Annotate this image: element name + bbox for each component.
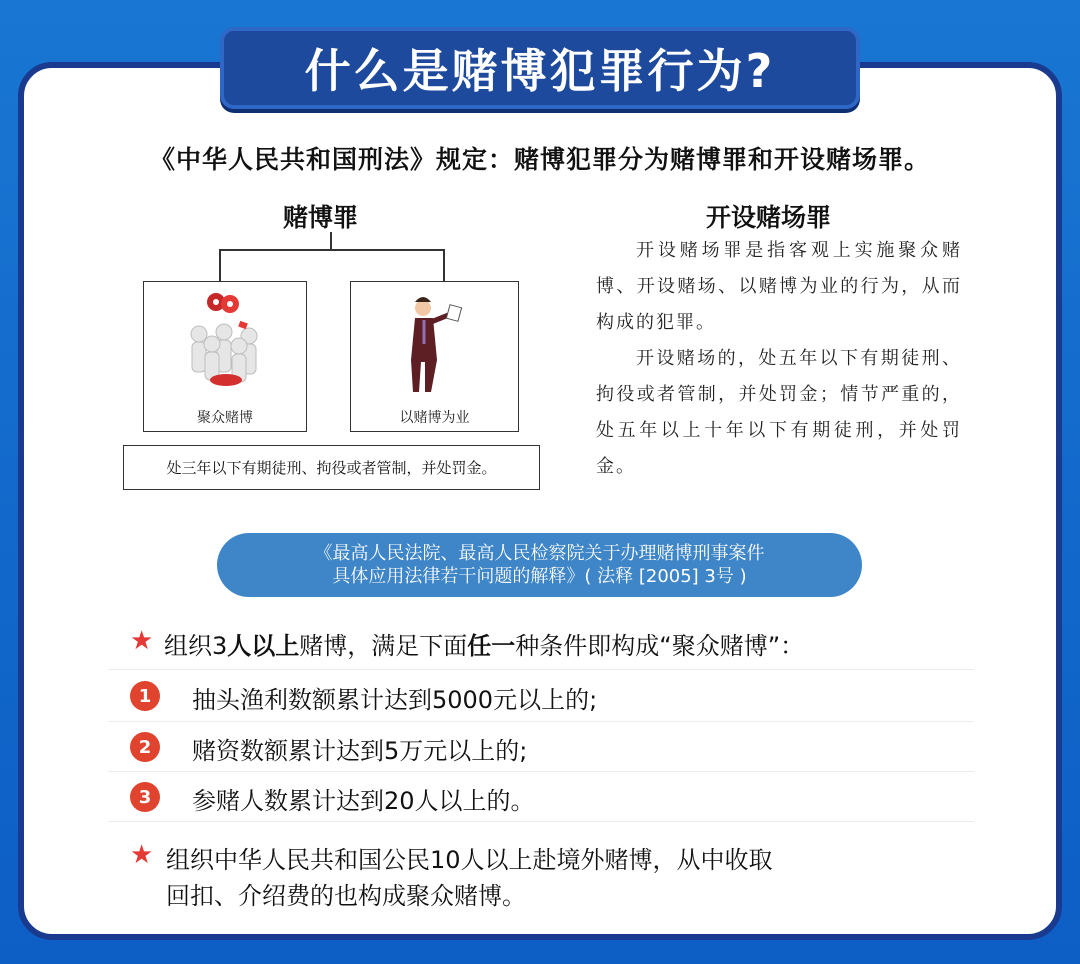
- abroad-line-2: 回扣、介绍费的也构成聚众赌博。: [166, 882, 526, 910]
- condition-text: 赌资数额累计达到5万元以上的;: [192, 737, 528, 765]
- casino-crime-penalty: 开设赌场的，处五年以下有期徒刑、拘役或者管制，并处罚金；情节严重的，处五年以上十年以下有期徒刑，并处罚金。: [596, 348, 962, 477]
- tree-right-leg: [443, 249, 445, 282]
- page-title: 什么是赌博犯罪行为?: [220, 27, 860, 109]
- list-item: [108, 670, 974, 722]
- gambler-man-illustration: [351, 282, 516, 397]
- number-badge: 2: [130, 732, 160, 762]
- tree-stem: [330, 232, 332, 250]
- casino-crime-title: 开设赌场罪: [706, 203, 832, 232]
- gambling-penalty: 处三年以下有期徒刑、拘役或者管制，并处罚金。: [123, 445, 540, 490]
- casino-crime-definition: 开设赌场罪是指客观上实施聚众赌博、开设赌场、以赌博为业的行为，从而构成的犯罪。: [596, 240, 962, 333]
- gambling-profession-box: [350, 281, 519, 432]
- list-item: [108, 722, 974, 772]
- judicial-interpretation-source: [217, 533, 862, 597]
- list-item: [108, 772, 974, 822]
- tree-left-leg: [219, 249, 221, 282]
- gambling-crowd-label: 聚众赌博: [197, 410, 253, 426]
- conditions-intro: 组织3人以上赌博，满足下面任一种条件即构成“聚众赌博”：: [164, 632, 805, 660]
- star-icon: ★: [130, 840, 154, 870]
- people-gambling-illustration: [144, 282, 304, 397]
- condition-text: 抽头渔利数额累计达到5000元以上的;: [192, 686, 598, 714]
- gambling-profession-label: 以赌博为业: [399, 410, 470, 426]
- star-icon: ★: [130, 626, 154, 656]
- gambling-crime-title: 赌博罪: [283, 203, 359, 232]
- number-badge: 3: [130, 782, 160, 812]
- gambling-crowd-box: [143, 281, 307, 432]
- tree-branch: [219, 249, 444, 251]
- condition-text: 参赌人数累计达到20人以上的。: [192, 787, 535, 815]
- list-item: [108, 822, 974, 910]
- abroad-line-1: 组织中华人民共和国公民10人以上赴境外赌博，从中收取: [166, 846, 773, 874]
- source-line-2: 具体应用法律若干问题的解释》( 法释 [2005] 3号 ): [332, 566, 747, 587]
- source-line-1: 《最高人民法院、最高人民检察院关于办理赌博刑事案件: [314, 543, 765, 564]
- law-intro: 《中华人民共和国刑法》规定：赌博犯罪分为赌博罪和开设赌场罪。: [149, 145, 930, 174]
- number-badge: 1: [130, 681, 160, 711]
- list-item: [108, 610, 974, 670]
- conditions-list: [108, 610, 974, 910]
